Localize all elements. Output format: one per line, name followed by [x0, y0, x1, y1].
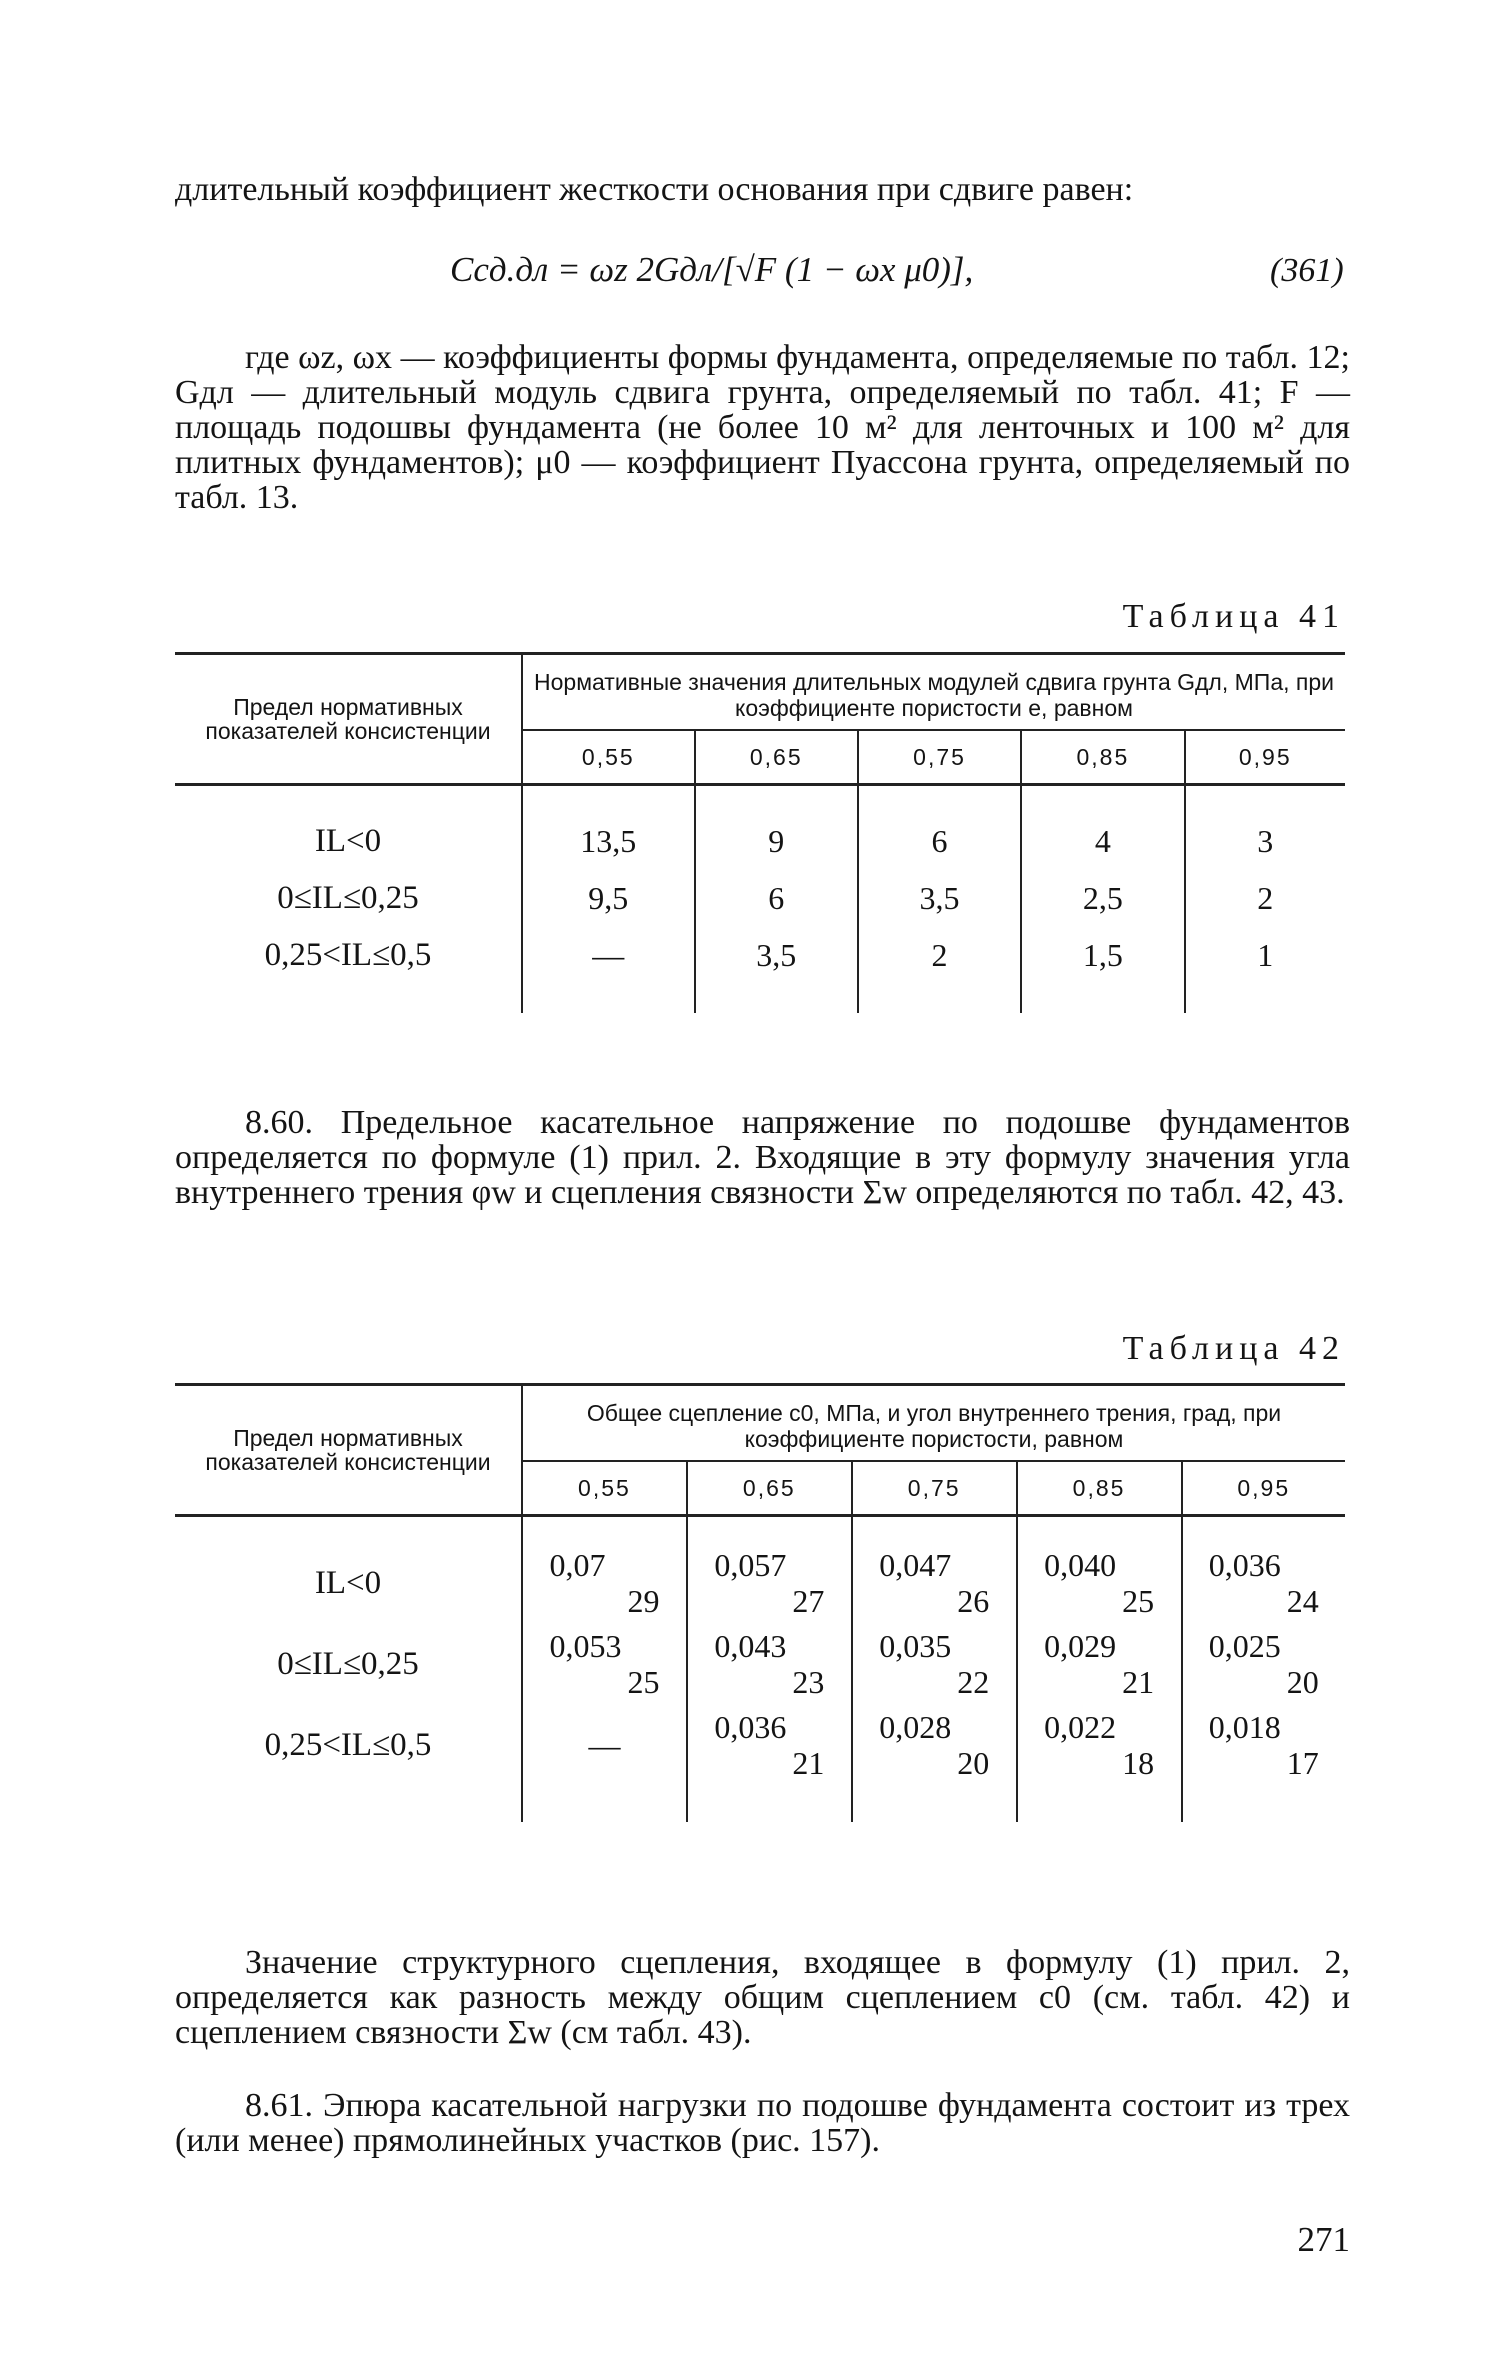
- row-label: 0,25<IL≤0,5: [175, 927, 522, 1013]
- formula-361: Cсд.дл = ωz 2Gдл/[√F (1 − ωx μ0)],: [450, 250, 974, 289]
- cohesion-value: 0,057: [714, 1547, 787, 1583]
- table-41-col-header: 0,75: [858, 730, 1021, 785]
- table-cell: 9: [695, 785, 858, 871]
- table-42-col-header: 0,75: [852, 1461, 1017, 1516]
- table-cell: [1017, 1705, 1182, 1822]
- table-42-col-header: 0,65: [687, 1461, 852, 1516]
- table-42-col-header: 0,95: [1182, 1461, 1346, 1516]
- angle-value: 27: [792, 1583, 825, 1619]
- angle-value: 25: [627, 1664, 660, 1700]
- table-42-caption: Таблица 42: [1122, 1330, 1345, 1367]
- table-cell: [852, 1624, 1017, 1705]
- cohesion-value: 0,043: [714, 1628, 787, 1664]
- table-42: [175, 1383, 1345, 1822]
- table-cell: [522, 1624, 687, 1705]
- table-cell: 6: [695, 870, 858, 927]
- table-cell: [852, 1516, 1017, 1625]
- angle-value: 29: [627, 1583, 660, 1619]
- cohesion-value: 0,036: [714, 1709, 787, 1745]
- table-cell: [1182, 1516, 1346, 1625]
- table-41-col-header: 0,65: [695, 730, 858, 785]
- cohesion-value: 0,035: [879, 1628, 952, 1664]
- table-cell: 2,5: [1021, 870, 1184, 927]
- table-cell: 9,5: [522, 870, 695, 927]
- table-42-col-header: 0,85: [1017, 1461, 1182, 1516]
- table-row: [175, 785, 1345, 871]
- table-cell: [1017, 1516, 1182, 1625]
- table-cell: 6: [858, 785, 1021, 871]
- section-8-60-paragraph: 8.60. Предельное касательное напряжение по подошве фундаментов определяется по формуле (1) прил. 2. Входящие в эту формулу значения угла внутреннего трения φw и сцепления связности Σw определяются по табл. 42, 43.: [175, 1104, 1350, 1211]
- table-41-col-header: 0,95: [1185, 730, 1346, 785]
- table-cell: —: [522, 927, 695, 1013]
- angle-value: 25: [1122, 1583, 1155, 1619]
- angle-value: 21: [1122, 1664, 1155, 1700]
- angle-value: 21: [792, 1745, 825, 1781]
- cohesion-value: 0,025: [1208, 1628, 1281, 1664]
- angle-value: 22: [957, 1664, 990, 1700]
- table-cell: [1182, 1705, 1346, 1822]
- table-41-col-header: 0,85: [1021, 730, 1184, 785]
- table-cell: 2: [858, 927, 1021, 1013]
- table-cell: [522, 1516, 687, 1625]
- table-row: [175, 1516, 1345, 1625]
- table-41-col-header: 0,55: [522, 730, 695, 785]
- formula-number: (361): [1270, 252, 1344, 289]
- definitions-paragraph: где ωz, ωx — коэффициенты формы фундамента, определяемые по табл. 12; Gдл — длительный модуль сдвига грунта, определяемый по табл. 41; F — площадь подошвы фундамента (не более 10 м² для ленточных и 100 м² для плитных фундаментов); μ0 — коэффициент Пуассона грунта, определяемый по табл. 13.: [175, 339, 1350, 516]
- angle-value: 18: [1122, 1745, 1155, 1781]
- angle-value: 20: [957, 1745, 990, 1781]
- table-cell: 3,5: [858, 870, 1021, 927]
- table-cell: 13,5: [522, 785, 695, 871]
- table-41: [175, 652, 1345, 1013]
- table-cell: [522, 1705, 687, 1822]
- table-41-caption: Таблица 41: [1122, 598, 1345, 635]
- angle-value: 20: [1286, 1664, 1319, 1700]
- table-cell: 3: [1257, 823, 1274, 859]
- table-cell: [687, 1624, 852, 1705]
- table-41-span-header: Нормативные значения длительных модулей сдвига грунта Gдл, МПа, при коэффициенте пористости e, равном: [522, 654, 1345, 731]
- table-row: [175, 870, 1345, 927]
- cohesion-value: 0,053: [549, 1628, 622, 1664]
- table-42-col-header: 0,55: [522, 1461, 687, 1516]
- cohesion-value: 0,07: [549, 1547, 606, 1583]
- cohesion-value: 0,047: [879, 1547, 952, 1583]
- table-cell: 4: [1021, 785, 1184, 871]
- row-label: IL<0: [175, 1516, 522, 1625]
- table-cell: 1,5: [1021, 927, 1184, 1013]
- table-row: [175, 1705, 1345, 1822]
- cohesion-value: 0,022: [1044, 1709, 1117, 1745]
- table-cell: [687, 1705, 852, 1822]
- table-42-left-header: Предел нормативных показателей консистенции: [175, 1385, 522, 1516]
- section-8-61-paragraph: 8.61. Эпюра касательной нагрузки по подошве фундамента состоит из трех (или менее) прямолинейных участков (рис. 157).: [175, 2087, 1350, 2159]
- table-42-span-header: Общее сцепление c0, МПа, и угол внутреннего трения, град, при коэффициенте пористости, равном: [522, 1385, 1345, 1462]
- table-row: [175, 1624, 1345, 1705]
- table-row: [175, 927, 1345, 1013]
- intro-paragraph: длительный коэффициент жесткости основания при сдвиге равен:: [175, 171, 1134, 208]
- cohesion-value: 0,040: [1044, 1547, 1117, 1583]
- table-cell: [1017, 1624, 1182, 1705]
- table-cell: [1182, 1624, 1346, 1705]
- cohesion-value: 0,028: [879, 1709, 952, 1745]
- table-cell: [852, 1705, 1017, 1822]
- table-cell: 1: [1257, 937, 1274, 973]
- structural-cohesion-paragraph: Значение структурного сцепления, входящее в формулу (1) прил. 2, определяется как разность между общим сцеплением c0 (см. табл. 42) и сцеплением связности Σw (см табл. 43).: [175, 1944, 1350, 2051]
- page-number: 271: [1297, 2220, 1350, 2259]
- cohesion-value: —: [588, 1727, 621, 1763]
- angle-value: 23: [792, 1664, 825, 1700]
- table-cell: 2: [1257, 880, 1274, 916]
- row-label: IL<0: [175, 785, 522, 871]
- table-cell: [687, 1516, 852, 1625]
- angle-value: 17: [1286, 1745, 1319, 1781]
- row-label: 0,25<IL≤0,5: [175, 1705, 522, 1822]
- cohesion-value: 0,018: [1208, 1709, 1281, 1745]
- table-41-left-header: Предел нормативных показателей консистенции: [175, 654, 522, 785]
- angle-value: 26: [957, 1583, 990, 1619]
- cohesion-value: 0,029: [1044, 1628, 1117, 1664]
- row-label: 0≤IL≤0,25: [175, 1624, 522, 1705]
- angle-value: 24: [1286, 1583, 1319, 1619]
- row-label: 0≤IL≤0,25: [175, 870, 522, 927]
- table-cell: 3,5: [695, 927, 858, 1013]
- cohesion-value: 0,036: [1208, 1547, 1281, 1583]
